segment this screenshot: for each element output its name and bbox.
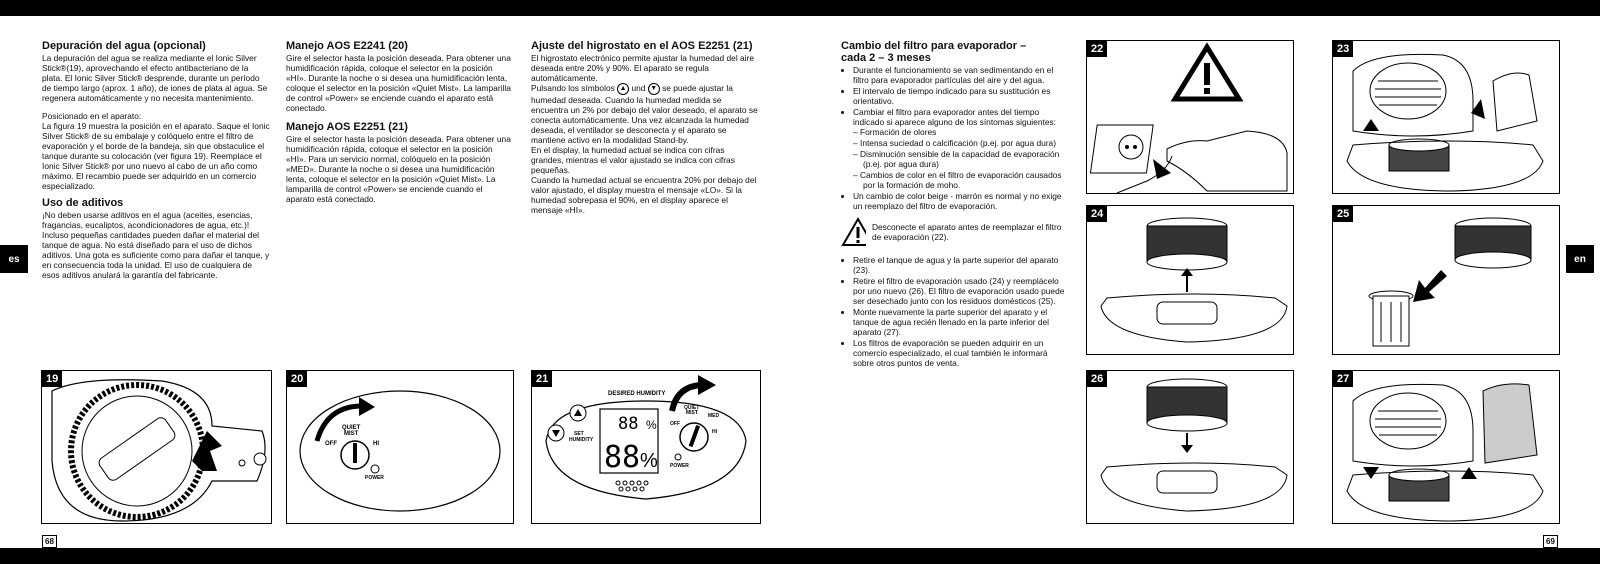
paragraph: Gire el selector hasta la posición deseada. Para obtener una humidificación rápida, coloque el selector en la posición «HI». Durante la noche o si desea una humidificación lenta, coloque el selector en la posición «Quiet Mist». La lamparilla de control «Power» se enciende cuando el aparato está conectado. bbox=[286, 53, 511, 113]
figure-number: 25 bbox=[1333, 206, 1353, 222]
heading-additives: Uso de aditivos bbox=[42, 197, 124, 209]
remove-filter-illustration bbox=[1087, 206, 1293, 354]
list-item: – Disminución sensible de la capacidad de evaporación (p.ej. por agua dura) bbox=[863, 149, 1069, 169]
paragraph: La depuración del agua se realiza mediante el Ionic Silver Stick®(19), aprovechando el efecto antibacteriano de la plata. El Ionic Silver Stick® desprende, durante un período de tiempo largo (aprox. 1 año), de iones de plata al agua. Se regenera automáticamente y no necesita mantenimiento. bbox=[42, 53, 268, 103]
column-operation bbox=[286, 40, 512, 210]
bullet-list bbox=[841, 255, 1069, 368]
list-item: – Formación de olores bbox=[863, 127, 1069, 137]
dial-label-hi: HI bbox=[373, 441, 379, 447]
list-item: – Cambios de color en el filtro de evaporación causados por la formación de moho. bbox=[863, 170, 1069, 190]
reassemble-illustration bbox=[1333, 371, 1559, 523]
column-hygrostat bbox=[531, 40, 759, 221]
figure-number: 20 bbox=[287, 371, 307, 387]
language-tab-en: en bbox=[1566, 245, 1594, 273]
column-filter-change bbox=[841, 40, 1069, 374]
list-item: – Intensa suciedad o calcificación (p.ej. por agua dura) bbox=[863, 138, 1069, 148]
warning-icon bbox=[841, 217, 866, 247]
figure-number: 26 bbox=[1087, 371, 1107, 387]
page-number-right: 69 bbox=[1543, 535, 1558, 548]
figure-number: 23 bbox=[1333, 41, 1353, 57]
dial-label-quiet: QUIET bbox=[684, 405, 700, 411]
figure-27 bbox=[1332, 370, 1560, 524]
warning-text: Desconecte el aparato antes de reemplazar el filtro de evaporación (22). bbox=[871, 222, 1062, 242]
page-number-left: 68 bbox=[42, 535, 57, 548]
list-item: • Durante el funcionamiento se van sedimentando en el filtro para evaporador partículas del aire y del agua. bbox=[853, 65, 1069, 85]
list-item: • Un cambio de color beige - marrón es normal y no exige un reemplazo del filtro de evaporación. bbox=[853, 191, 1069, 211]
paragraph: Posicionado en el aparato: bbox=[42, 111, 142, 121]
figure-number: 19 bbox=[42, 371, 62, 387]
list-item: • Los filtros de evaporación se pueden adquirir en un comercio especializado, el cual también le informará sobre otros puntos de venta. bbox=[853, 338, 1069, 368]
paragraph: Cuando la humedad actual se encuentra 20% por debajo del valor ajustado, el display muestra el mensaje «LO». Si la humedad sobrepasa el 90%, en el display aparece el mensaje «HI». bbox=[531, 175, 757, 215]
figure-24 bbox=[1086, 205, 1294, 355]
figure-25 bbox=[1332, 205, 1560, 355]
warning-box bbox=[841, 217, 1069, 247]
figure-26 bbox=[1086, 370, 1294, 524]
control-panel-e2251 bbox=[532, 371, 760, 523]
figure-22 bbox=[1086, 40, 1294, 194]
figure-number: 22 bbox=[1087, 41, 1107, 57]
percent-sign: % bbox=[640, 450, 658, 472]
humidifier-top-illustration bbox=[42, 371, 271, 523]
figure-number: 27 bbox=[1333, 371, 1353, 387]
power-label: POWER bbox=[670, 463, 689, 469]
control-panel-e2241 bbox=[287, 371, 513, 523]
figure-21 bbox=[531, 370, 761, 524]
dial-label-off: OFF bbox=[325, 441, 337, 447]
dispose-filter-illustration bbox=[1333, 206, 1559, 354]
bullet-list bbox=[841, 65, 1069, 211]
paragraph: En el display, la humedad actual se indica con cifras grandes, mientras el valor ajustado se indica con cifras pequeñas. bbox=[531, 145, 735, 175]
figure-20 bbox=[286, 370, 514, 524]
up-arrow-icon: ▲ bbox=[617, 83, 629, 95]
heading-filter-change: Cambio del filtro para evaporador – cada 2 – 3 meses bbox=[841, 40, 1027, 64]
dial-label-mist: MIST bbox=[344, 431, 359, 437]
remove-tank-illustration bbox=[1333, 41, 1559, 193]
paragraph: La figura 19 muestra la posición en el aparato. Saque el Ionic Silver Stick® de su embalaje y colóquelo entre el filtro de evaporación y el borde de la bandeja, sin que obstaculice el tanque durante su colocación (ver figura 19). Reemplace el Ionic Silver Stick® por uno nuevo al cabo de un año como máximo. El recambio puede ser adquirido en un comercio especializado. bbox=[42, 121, 270, 191]
paragraph: El higrostato electrónico permite ajustar la humedad del aire deseada entre 20% y 90%. El aparato se regula automáticamente. bbox=[531, 53, 754, 83]
figure-number: 21 bbox=[532, 371, 552, 387]
bottom-bar bbox=[0, 548, 1600, 564]
list-item: • Cambiar el filtro para evaporador antes del tiempo indicado si aparece alguno de los síntomas siguientes: – Formación de olores – Intensa suciedad o calcificación (p.ej. por agua dura) – Disminución sensible de la capacidad de evaporación (p.ej. por agua dura) – Cambios de color en el filtro de evaporación causados por la formación de moho. bbox=[853, 107, 1069, 190]
humidity-label: HUMIDITY bbox=[569, 437, 594, 443]
set-value-display: 88 bbox=[618, 414, 639, 434]
heading-hygrostat: Ajuste del higrostato en el AOS E2251 (21) bbox=[531, 40, 753, 52]
figure-number: 24 bbox=[1087, 206, 1107, 222]
heading-water-purification: Depuración del agua (opcional) bbox=[42, 40, 206, 52]
language-tab-es: es bbox=[0, 245, 28, 273]
heading-aos-e2251: Manejo AOS E2251 (21) bbox=[286, 121, 408, 133]
top-bar bbox=[0, 0, 1600, 16]
unplug-illustration bbox=[1087, 41, 1293, 193]
dial-label-med: MED bbox=[708, 413, 720, 419]
list-item: • Monte nuevamente la parte superior del aparato y el tanque de agua recién llenado en la parte inferior del aparato (27). bbox=[853, 307, 1069, 337]
paragraph: Pulsando los símbolos ▲ und ▼ se puede ajustar la humedad deseada. Cuando la humedad medida se encuentra un 2% por debajo del valor deseado, el aparato se conecta automáticamente. Una vez alcanzada la humedad deseada, el ventilador se desconecta y el aparato se mantiene activo en la modalidad Stand-by. bbox=[531, 83, 758, 145]
figure-19 bbox=[41, 370, 272, 524]
dial-label-mist: MIST bbox=[686, 410, 698, 416]
paragraph: Gire el selector hasta la posición deseada. Para obtener una humidificación rápida, coloque el selector en la posición «HI». Para un servicio normal, colóquelo en la posición «MED». Durante la noche o si desea una humidificación lenta, coloque el selector en la posición «Quiet Mist». La lamparilla de control «Power» se enciende cuando el aparato está conectado. bbox=[286, 134, 511, 204]
figure-23 bbox=[1332, 40, 1560, 194]
down-arrow-icon: ▼ bbox=[648, 83, 660, 95]
power-label: POWER bbox=[365, 475, 384, 481]
paragraph: ¡No deben usarse aditivos en el agua (aceites, esencias, fragancias, eucaliptos, acondicionadores de agua, etc.)! Incluso pequeñas cantidades pueden dañar el material del tanque de agua. No está diseñado para el uso de dichos aditivos. Una gota es suficiente como para dañar el tanque, y en consecuencia toda la unidad. El uso de cualquiera de esos aditivos anulará la garantía del fabricante. bbox=[42, 210, 270, 280]
heading-aos-e2241: Manejo AOS E2241 (20) bbox=[286, 40, 408, 52]
current-value-display: 88 bbox=[604, 440, 641, 475]
list-item: • Retire el filtro de evaporación usado (24) y reemplácelo por uno nuevo (26). El filtro de evaporación usado puede ser desechado junto con los residuos domésticos (25). bbox=[853, 276, 1069, 306]
dial-label-hi: HI bbox=[712, 429, 717, 435]
dial-label-off: OFF bbox=[670, 421, 680, 427]
percent-sign: % bbox=[646, 418, 657, 432]
desired-humidity-label: DESIRED HUMIDITY bbox=[608, 391, 666, 397]
set-label: SET bbox=[574, 431, 584, 437]
list-item: • Retire el tanque de agua y la parte superior del aparato (23). bbox=[853, 255, 1069, 275]
dial-label-quiet: QUIET bbox=[342, 425, 361, 431]
column-water-purification bbox=[42, 40, 270, 286]
list-item: • El intervalo de tiempo indicado para su sustitución es orientativo. bbox=[853, 86, 1069, 106]
insert-filter-illustration bbox=[1087, 371, 1293, 523]
